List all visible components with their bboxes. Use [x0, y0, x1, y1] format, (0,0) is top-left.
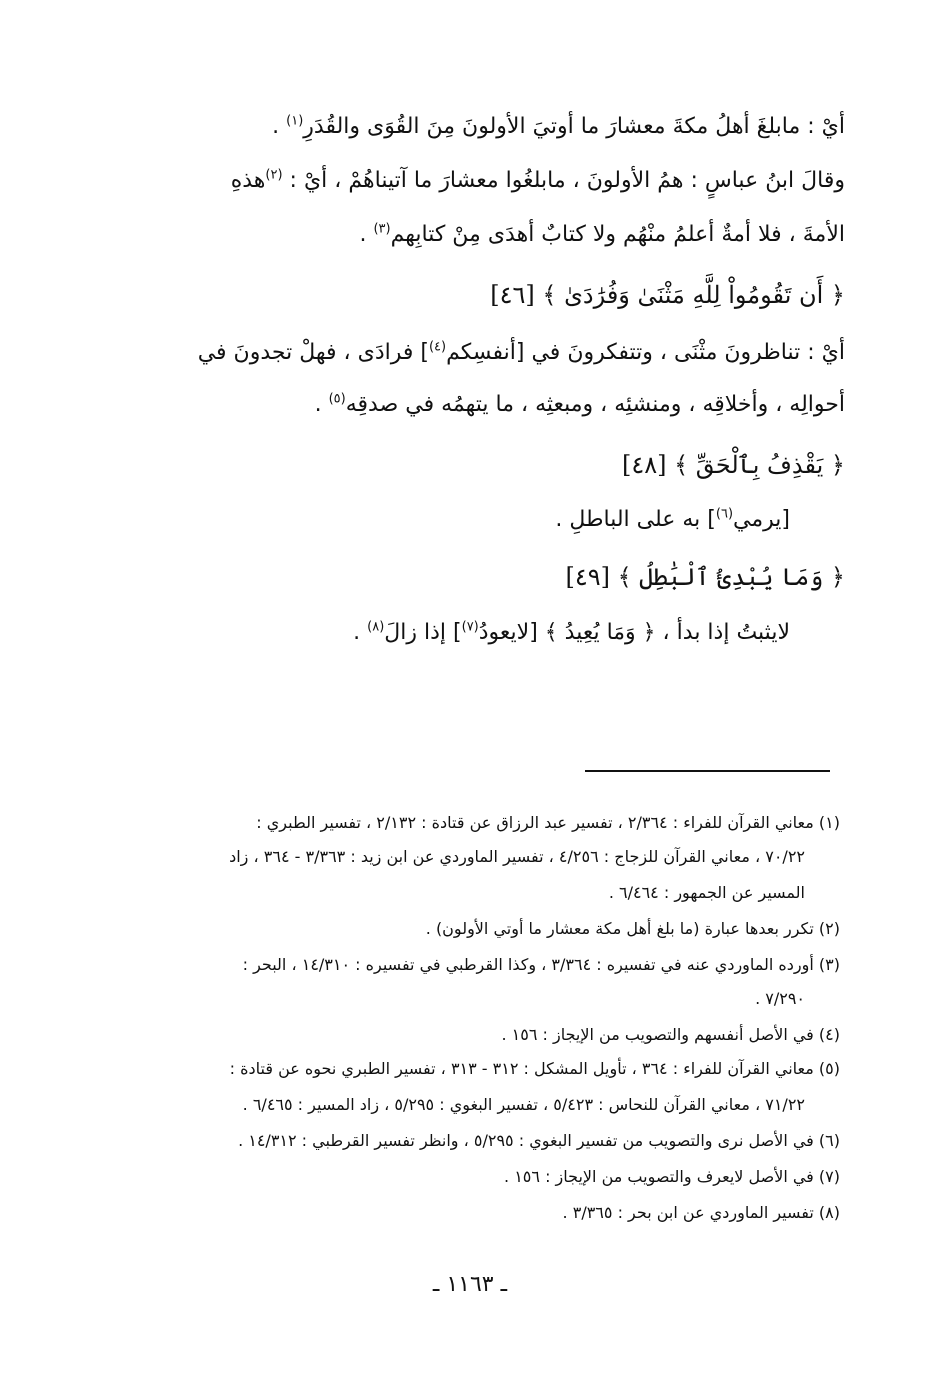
text: لايثبتُ إذا بدأ ، ﴿ وَمَا يُعِيدُ ﴾ [لايعودُ [478, 620, 790, 645]
footnote-4: (٤) في الأصل أنفسهم والتصويب من الإيجاز : ١٥٦ . [501, 1025, 840, 1044]
body-line-4 [85, 338, 845, 368]
text: . [272, 114, 287, 139]
text: . [314, 392, 329, 417]
footnote-1-cont: ٧٠/٢٢ ، معاني القرآن للزجاج : ٤/٢٥٦ ، تفسير الماوردي عن ابن زيد : ٣/٣٦٣ - ٣٦٤ ، زاد [229, 847, 805, 866]
body-line-2 [93, 166, 845, 196]
text: . [353, 620, 368, 645]
text: أيْ : مابلغَ أهلُ مكةَ معشارَ ما أوتيَ الأولونَ مِنَ القُوَى والقُدَرِ [303, 114, 845, 139]
footnote-3: (٣) أورده الماوردي عنه في تفسيره : ٣/٣٦٤ ، وكذا القرطبي في تفسيره : ١٤/٣١٠ ، البحر : [242, 955, 840, 974]
text: أيْ : تناظرونَ مثْنَى ، وتتفكرونَ في [أنفسِكم [446, 340, 845, 365]
footnote-5: (٥) معاني القرآن للفراء : ٣٦٤ ، تأويل المشكل : ٣١٢ - ٣١٣ ، تفسير الطبري نحوه عن قتادة : [229, 1059, 840, 1078]
footnote-7: (٧) في الأصل لايعرف والتصويب من الإيجاز : ١٥٦ . [504, 1167, 840, 1186]
body-line-1 [85, 112, 845, 142]
footnote-1-cont2: المسير عن الجمهور : ٦/٤٦٤ . [608, 883, 805, 902]
footnote-marker: (٦) [715, 506, 734, 522]
footnote-2: (٢) تكرر بعدها عبارة (ما بلغ أهل مكة معشار ما أوتي الأولون) . [425, 919, 840, 938]
footnote-8: (٨) تفسير الماوردي عن ابن بحر : ٣/٣٦٥ . [562, 1203, 840, 1222]
text: هذهِ [230, 168, 266, 193]
footnote-marker: (١) [286, 113, 304, 129]
footnote-separator [585, 770, 830, 772]
footnote-1: (١) معاني القرآن للفراء : ٢/٣٦٤ ، تفسير عبد الرزاق عن قتادة : ٢/١٣٢ ، تفسير الطبري : [256, 813, 840, 832]
text: ] به على الباطلِ . [555, 507, 716, 532]
footnote-3-cont: ٧/٢٩٠ . [755, 989, 805, 1008]
footnote-marker: (٢) [265, 167, 283, 183]
text: ] فرادَى ، فهلْ تجدونَ في [197, 340, 429, 365]
verse-46: ﴿ أَن تَقُومُواْ لِلَّهِ مَثْنَىٰ وَفُرَٰدَىٰ ﴾ [٤٦] [490, 281, 845, 309]
text: ] إذا زالَ [384, 620, 462, 645]
footnote-marker: (٧) [461, 619, 479, 635]
body-line-6 [90, 505, 790, 535]
footnote-5-cont: ٧١/٢٢ ، معاني القرآن للنحاس : ٥/٤٢٣ ، تفسير البغوي : ٥/٢٩٥ ، زاد المسير : ٦/٤٦٥ . [242, 1095, 805, 1114]
verse-49: ﴿ وَمَا يُبْدِئُ ٱلْبَٰطِلُ ﴾ [٤٩] [565, 563, 845, 591]
footnote-marker: (٥) [328, 391, 346, 407]
text: أحوالِه ، وأخلاقِه ، ومنشئِه ، ومبعثِه ، ما يتهمُه في صدقِه [345, 392, 845, 417]
text: الأمةَ ، فلا أمةٌ أعلمُ منْهُم ولا كتابٌ أهدَى مِنْ كتابِهم [390, 222, 845, 247]
verse-48: ﴿ يَقْذِفُ بِٱلْحَقِّ ﴾ [٤٨] [621, 451, 845, 479]
page-number: ـ ١١٦٣ ـ [432, 1272, 508, 1297]
body-line-5 [85, 390, 845, 420]
text: [يرمي [733, 507, 790, 532]
footnote-marker: (٨) [367, 619, 385, 635]
body-line-3 [85, 220, 845, 250]
footnote-6: (٦) في الأصل نرى والتصويب من تفسير البغوي : ٥/٢٩٥ ، وانظر تفسير القرطبي : ١٤/٣١٢ . [238, 1131, 840, 1150]
body-line-7 [90, 618, 790, 648]
footnote-marker: (٣) [373, 221, 391, 237]
footnote-marker: (٤) [428, 339, 447, 355]
text: وقالَ ابنُ عباسٍ : همُ الأولونَ ، مابلغُوا معشارَ ما آتيناهُمْ ، أيْ : [282, 168, 845, 193]
text: . [359, 222, 374, 247]
